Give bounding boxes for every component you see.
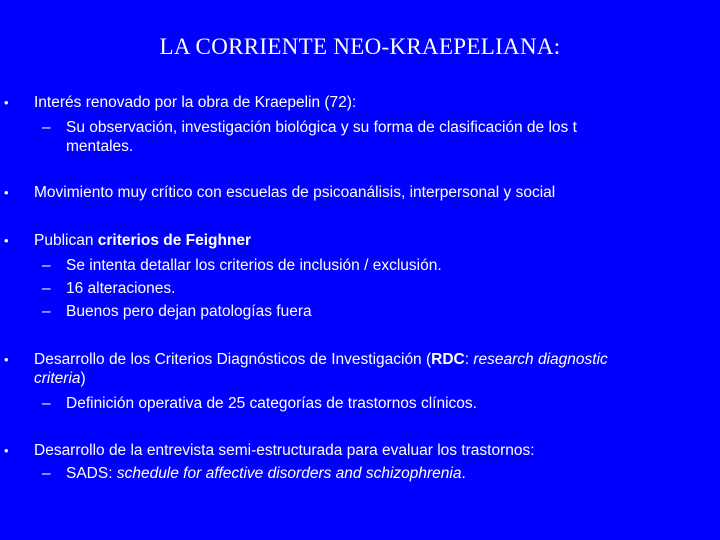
bullet-text — [34, 350, 608, 369]
sub-item-text — [66, 464, 466, 483]
bullet-text-continuation — [34, 369, 86, 388]
sub-item-text: 16 alteraciones. — [66, 280, 176, 297]
bullet-icon: • — [4, 352, 9, 367]
sub-item-text: Buenos pero dejan patologías fuera — [66, 303, 312, 320]
sub-item-text: Su observación, investigación biológica y su forma de clasificación de los t — [66, 119, 577, 136]
bullet-text: Interés renovado por la obra de Kraepelin (72): — [34, 94, 357, 111]
bullet-text — [34, 231, 251, 250]
bullet-text-colon: : — [464, 351, 474, 368]
bullet-icon: • — [4, 95, 9, 110]
sub-item-text-end: . — [461, 465, 466, 482]
bullet-text: Movimiento muy crítico con escuelas de psicoanálisis, interpersonal y social — [34, 184, 556, 201]
dash-icon: – — [42, 280, 51, 297]
bullet-text-bold: RDC — [431, 351, 465, 368]
sub-item-text-italic: schedule for affective disorders and schizophrenia — [116, 465, 462, 482]
bullet-text-bold: criterios de Feighner — [97, 232, 252, 249]
sub-item-text-plain: SADS: — [66, 465, 117, 482]
bullet-text-italic: criteria — [34, 370, 81, 387]
bullet-text-plain: Desarrollo de los Criterios Diagnósticos de Investigación ( — [34, 351, 432, 368]
bullet-text: Desarrollo de la entrevista semi-estructurada para evaluar los trastornos: — [34, 442, 535, 459]
bullet-text-italic: research diagnostic — [473, 351, 608, 368]
dash-icon: – — [42, 257, 51, 274]
dash-icon: – — [42, 395, 51, 412]
bullet-icon: • — [4, 443, 9, 458]
dash-icon: – — [42, 465, 51, 482]
bullet-text-close: ) — [80, 370, 86, 387]
sub-item-text: Definición operativa de 25 categorías de trastornos clínicos. — [66, 395, 477, 412]
sub-item-text-continuation: mentales. — [66, 138, 134, 155]
dash-icon: – — [42, 303, 51, 320]
sub-item-text: Se intenta detallar los criterios de inclusión / exclusión. — [66, 257, 442, 274]
dash-icon: – — [42, 119, 51, 136]
bullet-text-plain: Publican — [34, 232, 98, 249]
slide-title: LA CORRIENTE NEO-KRAEPELIANA: — [159, 34, 561, 59]
bullet-icon: • — [4, 233, 9, 248]
bullet-icon: • — [4, 185, 9, 200]
